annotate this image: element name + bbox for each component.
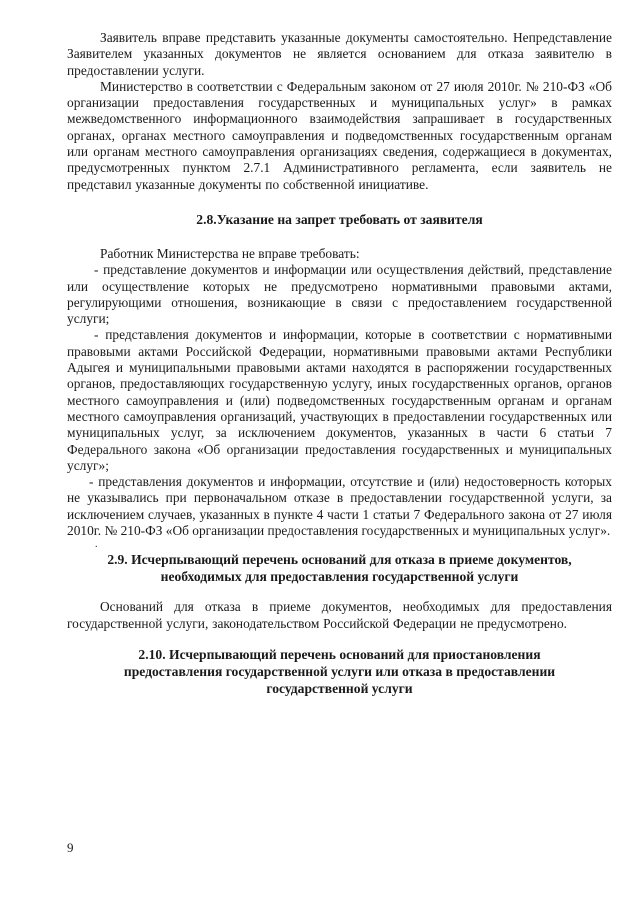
heading-section-2-8: 2.8.Указание на запрет требовать от заявителя <box>196 211 483 227</box>
document-page <box>67 30 612 697</box>
section-2-9-body: Оснований для отказа в приеме документов, необходимых для предоставления государственной услуги, законодательством Российской Федерации не предусмотрено. <box>67 599 612 631</box>
heading-section-2-10-line3: государственной услуги <box>266 680 413 696</box>
list-item: - представление документов и информации или осуществления действий, представление или осуществление которых не предусмотрено нормативными правовыми актами, регулирующими отношения, возникающие в связи с предоставлением государственной услуги; <box>67 262 612 327</box>
paragraph-ministry-requests: Министерство в соответствии с Федеральным законом от 27 июля 2010г. № 210-ФЗ «Об организации предоставления государственных и муниципальных услуг» в рамках межведомственного информационного взаимодействия запрашивает в государственных органах, органах местного самоуправления и подведомственных государственным органам или органам местного самоуправления организациях сведения, содержащиеся в документах, предусмотренных пунктом 2.7.1 Административного регламента, если заявитель не представил указанные документы по собственной инициативе. <box>67 78 612 192</box>
list-item: - представления документов и информации, которые в соответствии с нормативными правовыми актами Российской Федерации, нормативными правовыми актами Республики Адыгея и муниципальными правовыми актами находятся в распоряжении государственных органов, предоставляющих государственную услугу, иных государственных органов, органов местного самоуправления и (или) подведомственных государственным органам и органам местного самоуправления организаций, участвующих в предоставлении государственных или муниципальных услуг, за исключением документов, указанных в части 6 статьи 7 Федерального закона «Об организации предоставления государственных и муниципальных услуг»; <box>67 327 612 473</box>
heading-section-2-9-line1: 2.9. Исчерпывающий перечень оснований для отказа в приеме документов, <box>107 552 572 568</box>
heading-section-2-10-line2: предоставления государственной услуги или отказа в предоставлении <box>123 663 556 679</box>
page-number: 9 <box>67 840 74 855</box>
paragraph-applicant-right: Заявитель вправе представить указанные документы самостоятельно. Непредставление Заявителем указанных документов не является основанием для отказа заявителю в предоставлении услуги. <box>67 30 612 78</box>
list-item: - представления документов и информации, отсутствие и (или) недостоверность которых не указывались при первоначальном отказе в предоставлении государственной услуги, за исключением случаев, указанных в пункте 4 части 1 статьи 7 Федерального закона от 27 июля 2010г. № 210-ФЗ «Об организации предоставления государственных и муниципальных услуг». <box>67 474 612 539</box>
stray-mark: . <box>95 539 98 551</box>
heading-section-2-10-line1: 2.10. Исчерпывающий перечень оснований для приостановления <box>138 646 541 662</box>
heading-section-2-9-line2: необходимых для предоставления государственной услуги <box>160 569 519 585</box>
section-2-8-lead: Работник Министерства не вправе требовать: <box>100 245 360 261</box>
